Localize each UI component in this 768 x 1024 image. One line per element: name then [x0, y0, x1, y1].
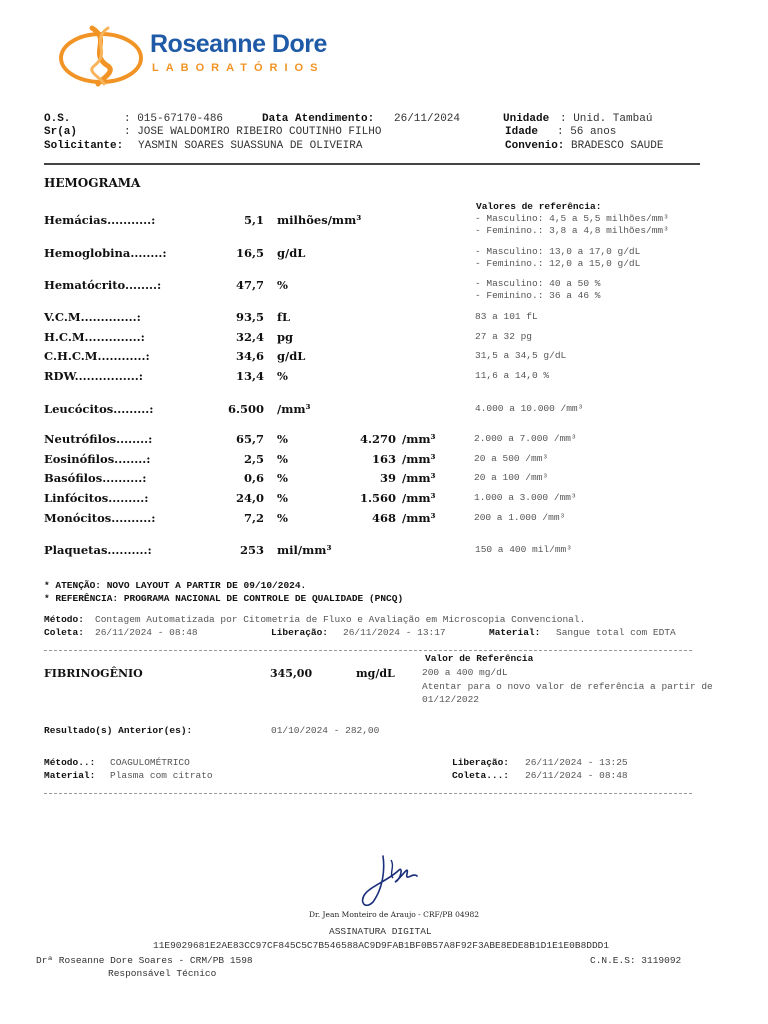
plaquetas-ref: 150 a 400 mil/mm³: [475, 544, 572, 555]
diff-pct: 65,7: [235, 432, 264, 446]
fib-label: FIBRINOGÊNIO: [44, 667, 143, 680]
diff-abs: 4.270: [359, 432, 396, 446]
fib-coleta-value: 26/11/2024 - 08:48: [525, 770, 628, 781]
result-value: 16,5: [235, 246, 264, 260]
diff-unit: %: [277, 491, 288, 505]
anterior-label: Resultado(s) Anterior(es):: [44, 725, 193, 736]
result-ref-2: - Feminino.: 36 a 46 %: [475, 290, 601, 301]
result-ref-1: 31,5 a 34,5 g/dL: [475, 350, 567, 361]
diff-unit: %: [277, 432, 288, 446]
signature-hash: 11E9029681E2AE83CC97CF845C5C7B546588AC9D9FAB1BF0B57A8F92F3ABE8EDE8B1D1E1E0B8DDD1: [153, 940, 610, 951]
result-ref-2: - Feminino.: 12,0 a 15,0 g/dL: [475, 258, 641, 269]
metodo-value: Contagem Automatizada por Citometria de Fluxo e Avaliação em Microscopia Convencional.: [95, 614, 586, 625]
convenio-label: Convenio:: [505, 140, 565, 152]
fib-value: 345,00: [270, 667, 313, 680]
result-value: 32,4: [235, 330, 264, 344]
result-label: RDW................:: [44, 369, 143, 383]
note-layout: * ATENÇÃO: NOVO LAYOUT A PARTIR DE 09/10/2024.: [44, 580, 307, 591]
diff-label: Eosinófilos........:: [44, 452, 151, 466]
material-value: Sangue total com EDTA: [556, 627, 676, 638]
fibrinogenio-bottom-divider: [44, 793, 692, 794]
lab-logo: [58, 22, 328, 88]
result-value: 5,1: [243, 213, 264, 227]
liberacao-label: Liberação:: [271, 627, 329, 638]
responsavel-title: Responsável Técnico: [108, 968, 217, 979]
result-label: V.C.M..............:: [44, 310, 141, 324]
fib-metodo-value: COAGULOMÉTRICO: [110, 757, 190, 768]
ref-title: Valores de referência:: [476, 201, 602, 212]
assinatura-digital: ASSINATURA DIGITAL: [329, 926, 432, 937]
plaquetas-value: 253: [239, 543, 264, 557]
fib-liberacao-label: Liberação:: [452, 757, 510, 768]
result-ref-1: 11,6 a 14,0 %: [475, 370, 550, 381]
solicitante-label: Solicitante:: [44, 140, 124, 152]
diff-label: Linfócitos.........:: [44, 491, 149, 505]
diff-ref: 20 a 500 /mm³: [474, 453, 549, 464]
material-label: Material:: [489, 627, 541, 638]
result-unit: %: [277, 369, 288, 383]
diff-unit: %: [277, 452, 288, 466]
diff-abs-unit: /mm³: [402, 471, 436, 485]
plaquetas-label: Plaquetas..........:: [44, 543, 152, 557]
diff-abs: 468: [371, 511, 396, 525]
fib-material-label: Material:: [44, 770, 96, 781]
os-label: O.S.: [44, 113, 71, 125]
diff-abs-unit: /mm³: [402, 432, 436, 446]
result-unit: %: [277, 278, 288, 292]
unidade-label: Unidade: [503, 113, 550, 125]
fib-unit: mg/dL: [356, 667, 395, 680]
diff-unit: %: [277, 511, 288, 525]
fib-ref-3: 01/12/2022: [422, 694, 480, 705]
sr-label: Sr(a): [44, 126, 78, 138]
fibrinogenio-top-divider: [44, 650, 692, 651]
coleta-label: Coleta:: [44, 627, 84, 638]
diff-abs-unit: /mm³: [402, 491, 436, 505]
cnes: C.N.E.S: 3119092: [590, 955, 682, 966]
result-label: Hemoglobina........:: [44, 246, 167, 260]
result-unit: g/dL: [277, 246, 306, 260]
result-label: C.H.C.M............:: [44, 349, 150, 363]
fib-ref-2: Atentar para o novo valor de referência a partir de: [422, 681, 713, 692]
diff-pct: 0,6: [243, 471, 264, 485]
liberacao-value: 26/11/2024 - 13:17: [343, 627, 446, 638]
result-value: 47,7: [235, 278, 264, 292]
diff-unit: %: [277, 471, 288, 485]
solicitante-value: YASMIN SOARES SUASSUNA DE OLIVEIRA: [138, 140, 363, 152]
metodo-label: Método:: [44, 614, 84, 625]
result-ref-1: 4.000 a 10.000 /mm³: [475, 403, 584, 414]
fib-material-value: Plasma com citrato: [110, 770, 213, 781]
dna-logo-icon: [58, 22, 144, 88]
result-ref-1: - Masculino: 4,5 a 5,5 milhões/mm³: [475, 213, 669, 224]
result-ref-2: - Feminino.: 3,8 a 4,8 milhões/mm³: [475, 225, 669, 236]
result-unit: pg: [277, 330, 294, 344]
result-value: 34,6: [235, 349, 264, 363]
diff-abs: 163: [371, 452, 396, 466]
anterior-value: 01/10/2024 - 282,00: [271, 725, 380, 736]
coleta-value: 26/11/2024 - 08:48: [95, 627, 198, 638]
signer-name: Dr. Jean Monteiro de Araujo - CRF/PB 04982: [309, 910, 480, 919]
diff-abs: 1.560: [359, 491, 396, 505]
diff-pct: 7,2: [243, 511, 264, 525]
result-value: 13,4: [235, 369, 264, 383]
result-ref-1: - Masculino: 40 a 50 %: [475, 278, 601, 289]
lab-name: Roseanne Dore: [150, 30, 327, 58]
diff-ref: 1.000 a 3.000 /mm³: [474, 492, 577, 503]
fib-ref-1: 200 a 400 mg/dL: [422, 667, 508, 678]
diff-ref: 20 a 100 /mm³: [474, 472, 549, 483]
result-ref-1: - Masculino: 13,0 a 17,0 g/dL: [475, 246, 641, 257]
result-unit: fL: [277, 310, 291, 324]
result-label: Hematócrito........:: [44, 278, 162, 292]
plaquetas-unit: mil/mm³: [277, 543, 332, 557]
diff-label: Monócitos..........:: [44, 511, 156, 525]
result-label: H.C.M..............:: [44, 330, 145, 344]
convenio-value: BRADESCO SAUDE: [571, 140, 664, 152]
diff-pct: 2,5: [243, 452, 264, 466]
result-ref-1: 27 a 32 pg: [475, 331, 533, 342]
note-referencia: * REFERÊNCIA: PROGRAMA NACIONAL DE CONTROLE DE QUALIDADE (PNCQ): [44, 593, 404, 604]
result-label: Leucócitos.........:: [44, 402, 154, 416]
diff-label: Neutrófilos........:: [44, 432, 153, 446]
lab-subtitle: LABORATÓRIOS: [152, 62, 325, 74]
fib-metodo-label: Método..:: [44, 757, 96, 768]
diff-label: Basófilos..........:: [44, 471, 147, 485]
diff-ref: 2.000 a 7.000 /mm³: [474, 433, 577, 444]
result-value: 93,5: [235, 310, 264, 324]
unidade-value: : Unid. Tambaú: [560, 113, 653, 125]
handwritten-signature-icon: [355, 852, 425, 912]
result-unit: g/dL: [277, 349, 306, 363]
responsavel-name: Drª Roseanne Dore Soares - CRM/PB 1598: [36, 955, 253, 966]
header-divider: [44, 163, 700, 165]
result-ref-1: 83 a 101 fL: [475, 311, 538, 322]
data-atendimento-label: Data Atendimento:: [262, 113, 375, 125]
idade-label: Idade: [505, 126, 539, 138]
result-label: Hemácias...........:: [44, 213, 156, 227]
diff-abs-unit: /mm³: [402, 511, 436, 525]
fib-coleta-label: Coleta...:: [452, 770, 510, 781]
fib-liberacao-value: 26/11/2024 - 13:25: [525, 757, 628, 768]
result-unit: /mm³: [277, 402, 311, 416]
diff-ref: 200 a 1.000 /mm³: [474, 512, 566, 523]
diff-abs-unit: /mm³: [402, 452, 436, 466]
data-atendimento-value: 26/11/2024: [394, 113, 461, 125]
sr-value: : JOSE WALDOMIRO RIBEIRO COUTINHO FILHO: [124, 126, 382, 138]
hemograma-title: HEMOGRAMA: [44, 176, 141, 190]
idade-value: : 56 anos: [557, 126, 617, 138]
fib-ref-title: Valor de Referência: [425, 653, 534, 664]
result-value: 6.500: [227, 402, 264, 416]
result-unit: milhões/mm³: [277, 213, 362, 227]
diff-abs: 39: [379, 471, 396, 485]
diff-pct: 24,0: [235, 491, 264, 505]
os-value: : 015-67170-486: [124, 113, 224, 125]
